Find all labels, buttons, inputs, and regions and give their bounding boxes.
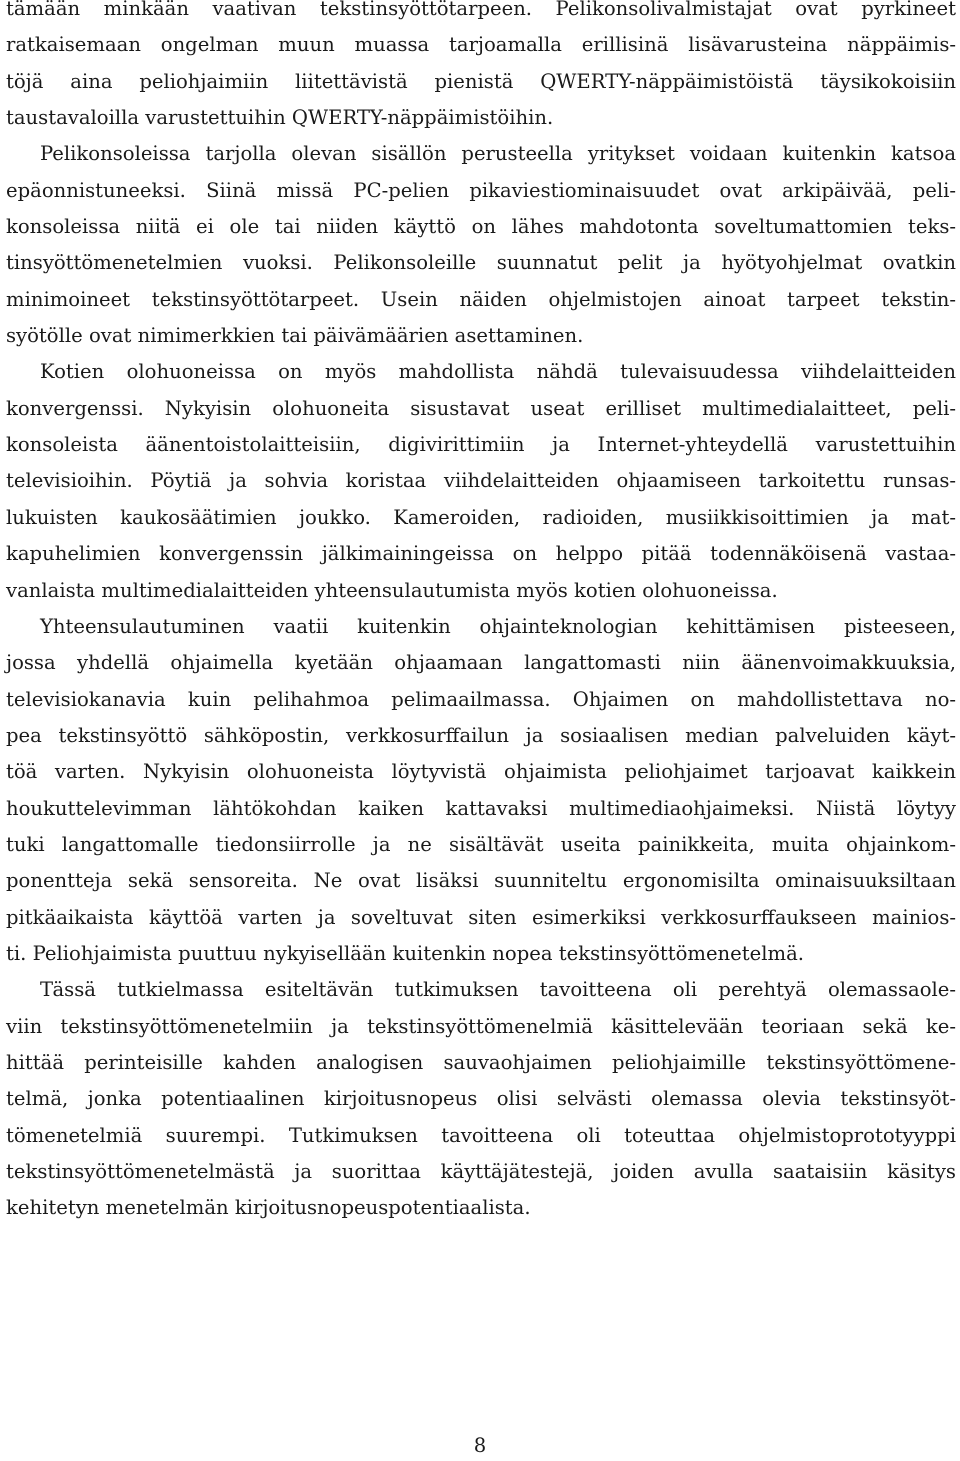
- text-line: telmä, jonka potentiaalinen kirjoitusnopeus olisi selvästi olemassa olevia tekstinsyöt-: [6, 1087, 956, 1111]
- text-line: konvergenssi. Nykyisin olohuoneita sisustavat useat erilliset multimedialaitteet, peli-: [6, 396, 956, 420]
- text-line: tinsyöttömenetelmien vuoksi. Pelikonsoleille suunnatut pelit ja hyötyohjelmat ovatkin: [6, 251, 956, 275]
- text-line: töjä aina peliohjaimiin liitettävistä pienistä QWERTY-näppäimistöistä täysikokoisiin: [6, 69, 956, 93]
- text-line: ti. Peliohjaimista puuttuu nykyisellään kuitenkin nopea tekstinsyöttömenetelmä.: [6, 941, 804, 965]
- text-line: vanlaista multimedialaitteiden yhteensulautumista myös kotien olohuoneissa.: [6, 578, 778, 602]
- text-line: houkuttelevimman lähtökohdan kaiken kattavaksi multimediaohjaimeksi. Niistä löytyy: [6, 796, 956, 820]
- paragraph-5: [6, 972, 956, 1226]
- body-text: [6, 0, 956, 1227]
- text-line: Tässä tutkielmassa esiteltävän tutkimuksen tavoitteena oli perehtyä olemassaole-: [40, 978, 956, 1002]
- text-line: konsoleista äänentoistolaitteisiin, digivirittimiin ja Internet-yhteydellä varustettuihin: [6, 433, 956, 457]
- text-line: epäonnistuneeksi. Siinä missä PC-pelien pikaviestiominaisuudet ovat arkipäivää, peli-: [6, 178, 956, 202]
- text-line: Pelikonsoleissa tarjolla olevan sisällön perusteella yritykset voidaan kuitenkin katsoa: [40, 142, 956, 166]
- text-line: kehitetyn menetelmän kirjoitusnopeuspotentiaalista.: [6, 1196, 531, 1220]
- text-line: televisioihin. Pöytiä ja sohvia koristaa viihdelaitteiden ohjaamiseen tarkoitettu runsas-: [6, 469, 956, 493]
- text-line: kapuhelimien konvergenssin jälkimainingeissa on helppo pitää todennäköisenä vastaa-: [6, 542, 956, 566]
- text-line: ratkaisemaan ongelman muun muassa tarjoamalla erillisinä lisävarusteina näppäimis-: [6, 33, 956, 57]
- text-line: pea tekstinsyöttö sähköpostin, verkkosurffailun ja sosiaalisen median palveluiden käyt-: [6, 723, 956, 747]
- text-line: tömenetelmiä suurempi. Tutkimuksen tavoitteena oli toteuttaa ohjelmistoprototyyppi: [6, 1123, 956, 1147]
- text-line: lukuisten kaukosäätimien joukko. Kameroiden, radioiden, musiikkisoittimien ja mat-: [6, 505, 956, 529]
- text-line: tuki langattomalle tiedonsiirrolle ja ne sisältävät useita painikkeita, muita ohjainkom-: [6, 832, 956, 856]
- text-line: Yhteensulautuminen vaatii kuitenkin ohjainteknologian kehittämisen pisteeseen,: [40, 614, 956, 638]
- text-line: töä varten. Nykyisin olohuoneista löytyvistä ohjaimista peliohjaimet tarjoavat kaikkein: [6, 760, 956, 784]
- paragraph-3: [6, 354, 956, 608]
- page-number: 8: [473, 1434, 487, 1457]
- text-line: jossa yhdellä ohjaimella kyetään ohjaamaan langattomasti niin äänenvoimakkuuksia,: [6, 651, 956, 675]
- text-line: televisiokanavia kuin pelihahmoa pelimaailmassa. Ohjaimen on mahdollistettava no-: [6, 687, 956, 711]
- paragraph-4: [6, 609, 956, 972]
- paragraph-1: [6, 0, 956, 136]
- text-line: syötölle ovat nimimerkkien tai päivämäärien asettaminen.: [6, 324, 584, 348]
- text-line: viin tekstinsyöttömenetelmiin ja tekstinsyöttömenelmiä käsittelevään teoriaan sekä ke-: [6, 1014, 956, 1038]
- text-line: ponentteja sekä sensoreita. Ne ovat lisäksi suunniteltu ergonomisilta ominaisuuksiltaan: [6, 869, 956, 893]
- paragraph-2: [6, 136, 956, 354]
- text-line: tämään minkään vaativan tekstinsyöttötarpeen. Pelikonsolivalmistajat ovat pyrkineet: [6, 0, 956, 20]
- text-line: hittää perinteisille kahden analogisen sauvaohjaimen peliohjaimille tekstinsyöttömene-: [6, 1050, 956, 1074]
- text-line: tekstinsyöttömenetelmästä ja suorittaa käyttäjätestejä, joiden avulla saataisiin käsitys: [6, 1160, 956, 1183]
- text-line: minimoineet tekstinsyöttötarpeet. Usein näiden ohjelmistojen ainoat tarpeet tekstin-: [6, 287, 956, 311]
- text-line: konsoleissa niitä ei ole tai niiden käyttö on lähes mahdotonta soveltumattomien teks-: [6, 215, 956, 239]
- text-line: taustavaloilla varustettuihin QWERTY-näppäimistöihin.: [6, 106, 554, 130]
- text-line: pitkäaikaista käyttöä varten ja soveltuvat siten esimerkiksi verkkosurffaukseen mainios-: [6, 905, 956, 929]
- text-line: Kotien olohuoneissa on myös mahdollista nähdä tulevaisuudessa viihdelaitteiden: [40, 360, 956, 384]
